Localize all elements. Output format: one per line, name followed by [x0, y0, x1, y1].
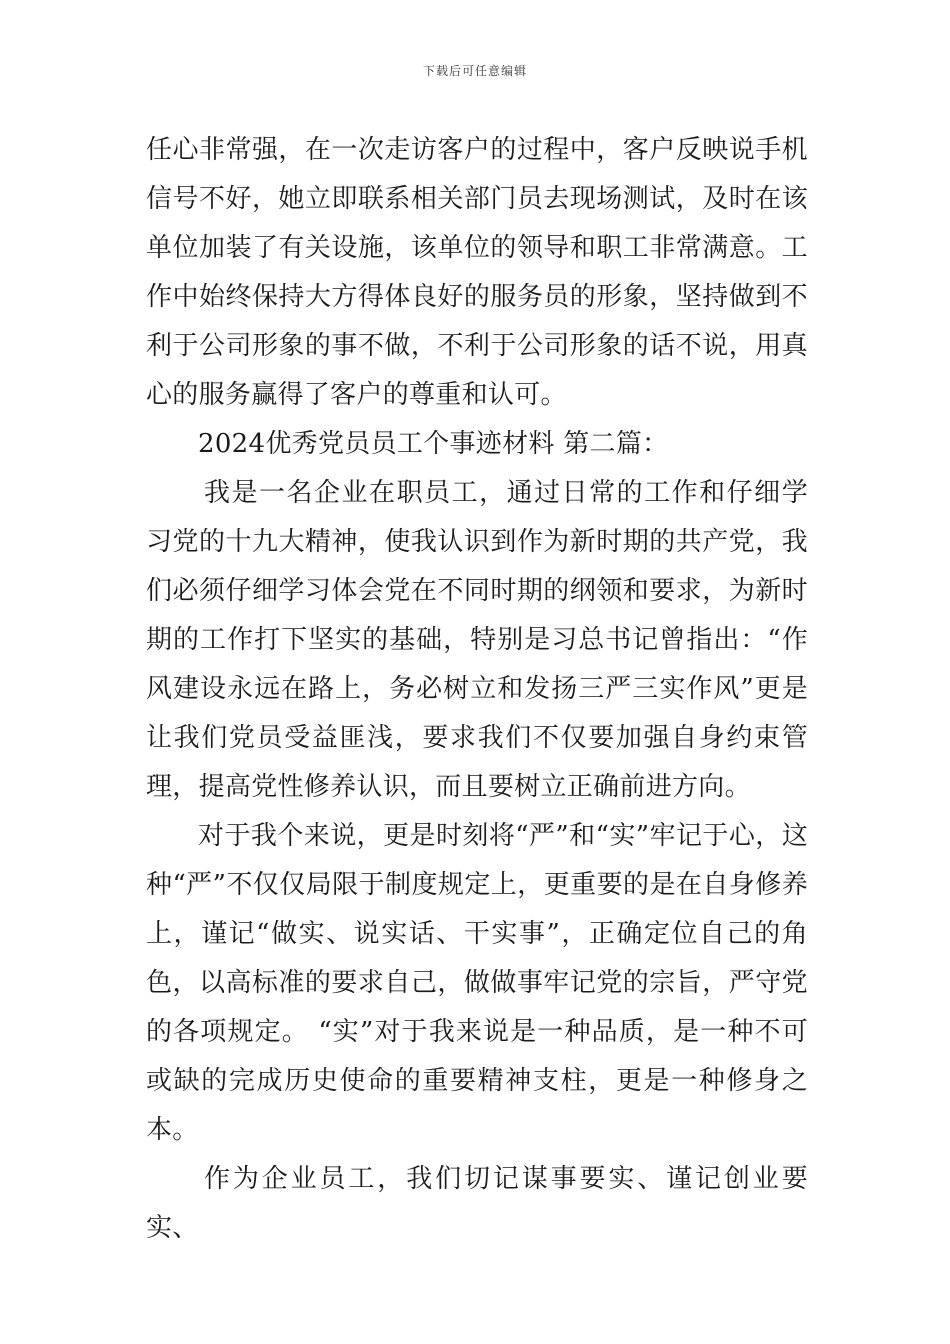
document-body — [146, 126, 808, 1253]
paragraph-intro: 我是一名企业在职员工，通过日常的工作和仔细学习党的十九大精神，使我认识到作为新时期的共产党，我们必须仔细学习体会党在不同时期的纲领和要求，为新时期的工作打下坚实的基础，特别是习总书记曾指出：“作风建设永远在路上，务必树立和发扬三严三实作风”更是让我们党员受益匪浅，要求我们不仅要加强自身约束管理，提高党性修养认识，而且要树立正确前进方向。 — [146, 478, 808, 802]
section-heading: 2024优秀党员员工个事迹材料 第二篇： — [198, 429, 669, 459]
page-header: 下载后可任意编辑 — [422, 64, 527, 78]
paragraph-strict-solid: 对于我个来说，更是时刻将“严”和“实”牢记于心，这种“严”不仅仅局限于制度规定上，更重要的是在自身修养上，谨记“做实、说实话、干实事”，正确定位自己的角色，以高标准的要求自己，做做事牢记党的宗旨，严守党的各项规定。 “实”对于我来说是一种品质，是一种不可或缺的完成历史使命的重要精神支柱，更是一种修身之本。 — [146, 821, 808, 1145]
paragraph-continuation: 任心非常强，在一次走访客户的过程中，客户反映说手机信号不好，她立即联系相关部门员去现场测试，及时在该单位加装了有关设施，该单位的领导和职工非常满意。工作中始终保持大方得体良好的服务员的形象，坚持做到不利于公司形象的事不做，不利于公司形象的话不说，用真心的服务赢得了客户的尊重和认可。 — [146, 135, 808, 410]
paragraph-employee: 作为企业员工，我们切记谋事要实、谨记创业要实、 — [146, 1164, 808, 1243]
